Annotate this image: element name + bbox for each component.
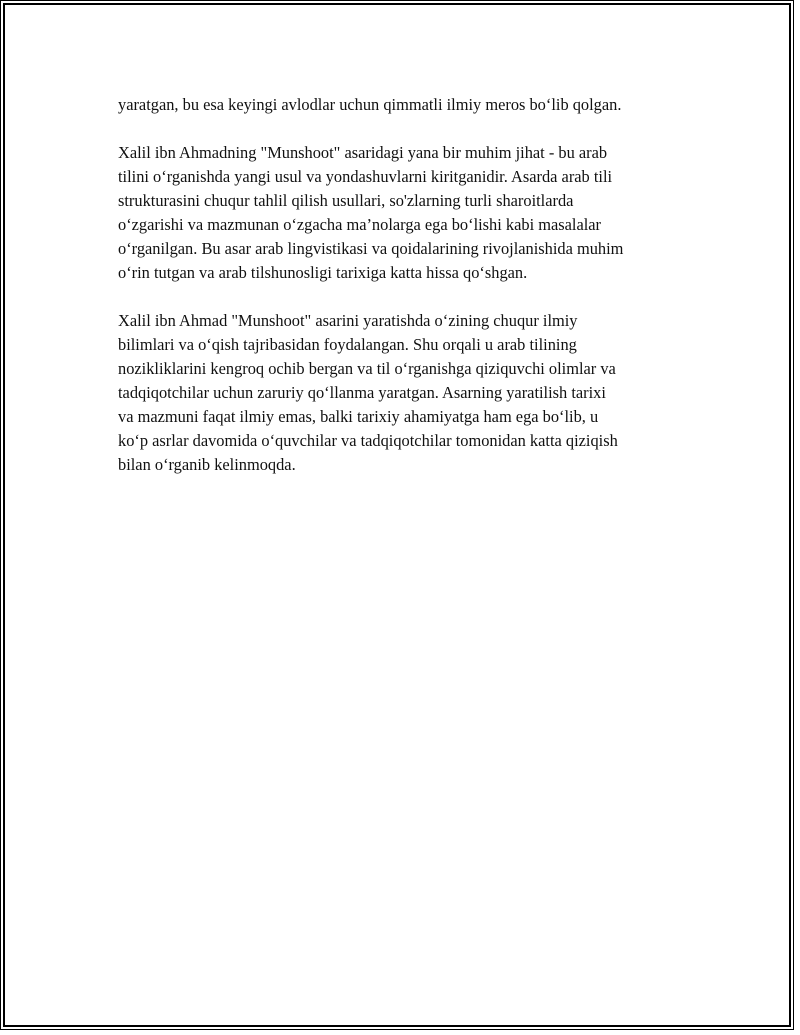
paragraph-1 [118, 93, 688, 117]
text-line: o‘rganilgan. Bu asar arab lingvistikasi va qoidalarining rivojlanishida muhim [118, 239, 624, 258]
text-line: o‘rin tutgan va arab tilshunosligi tarixiga katta hissa qo‘shgan. [118, 263, 528, 282]
text-line: tadqiqotchilar uchun zaruriy qo‘llanma yaratgan. Asarning yaratilish tarixi [118, 383, 606, 402]
text-line: strukturasini chuqur tahlil qilish usullari, so'zlarning turli sharoitlarda [118, 191, 574, 210]
paragraph-2 [118, 141, 688, 285]
text-line: yaratgan, bu esa keyingi avlodlar uchun qimmatli ilmiy meros bo‘lib qolgan. [118, 95, 622, 114]
text-line: Xalil ibn Ahmadning "Munshoot" asaridagi yana bir muhim jihat - bu arab [118, 143, 608, 162]
text-line: Xalil ibn Ahmad "Munshoot" asarini yaratishda o‘zining chuqur ilmiy [118, 311, 578, 330]
text-line: nozikliklarini kengroq ochib bergan va til o‘rganishga qiziquvchi olimlar va [118, 359, 616, 378]
text-line: bilan o‘rganib kelinmoqda. [118, 455, 296, 474]
text-line: bilimlari va o‘qish tajribasidan foydalangan. Shu orqali u arab tilining [118, 335, 577, 354]
text-line: tilini o‘rganishda yangi usul va yondashuvlarni kiritganidir. Asarda arab tili [118, 167, 613, 186]
paragraph-3 [118, 309, 688, 477]
document-body [118, 93, 688, 501]
text-line: ko‘p asrlar davomida o‘quvchilar va tadqiqotchilar tomonidan katta qiziqish [118, 431, 618, 450]
text-line: o‘zgarishi va mazmunan o‘zgacha ma’nolarga ega bo‘lishi kabi masalalar [118, 215, 602, 234]
text-line: va mazmuni faqat ilmiy emas, balki tarixiy ahamiyatga ham ega bo‘lib, u [118, 407, 599, 426]
